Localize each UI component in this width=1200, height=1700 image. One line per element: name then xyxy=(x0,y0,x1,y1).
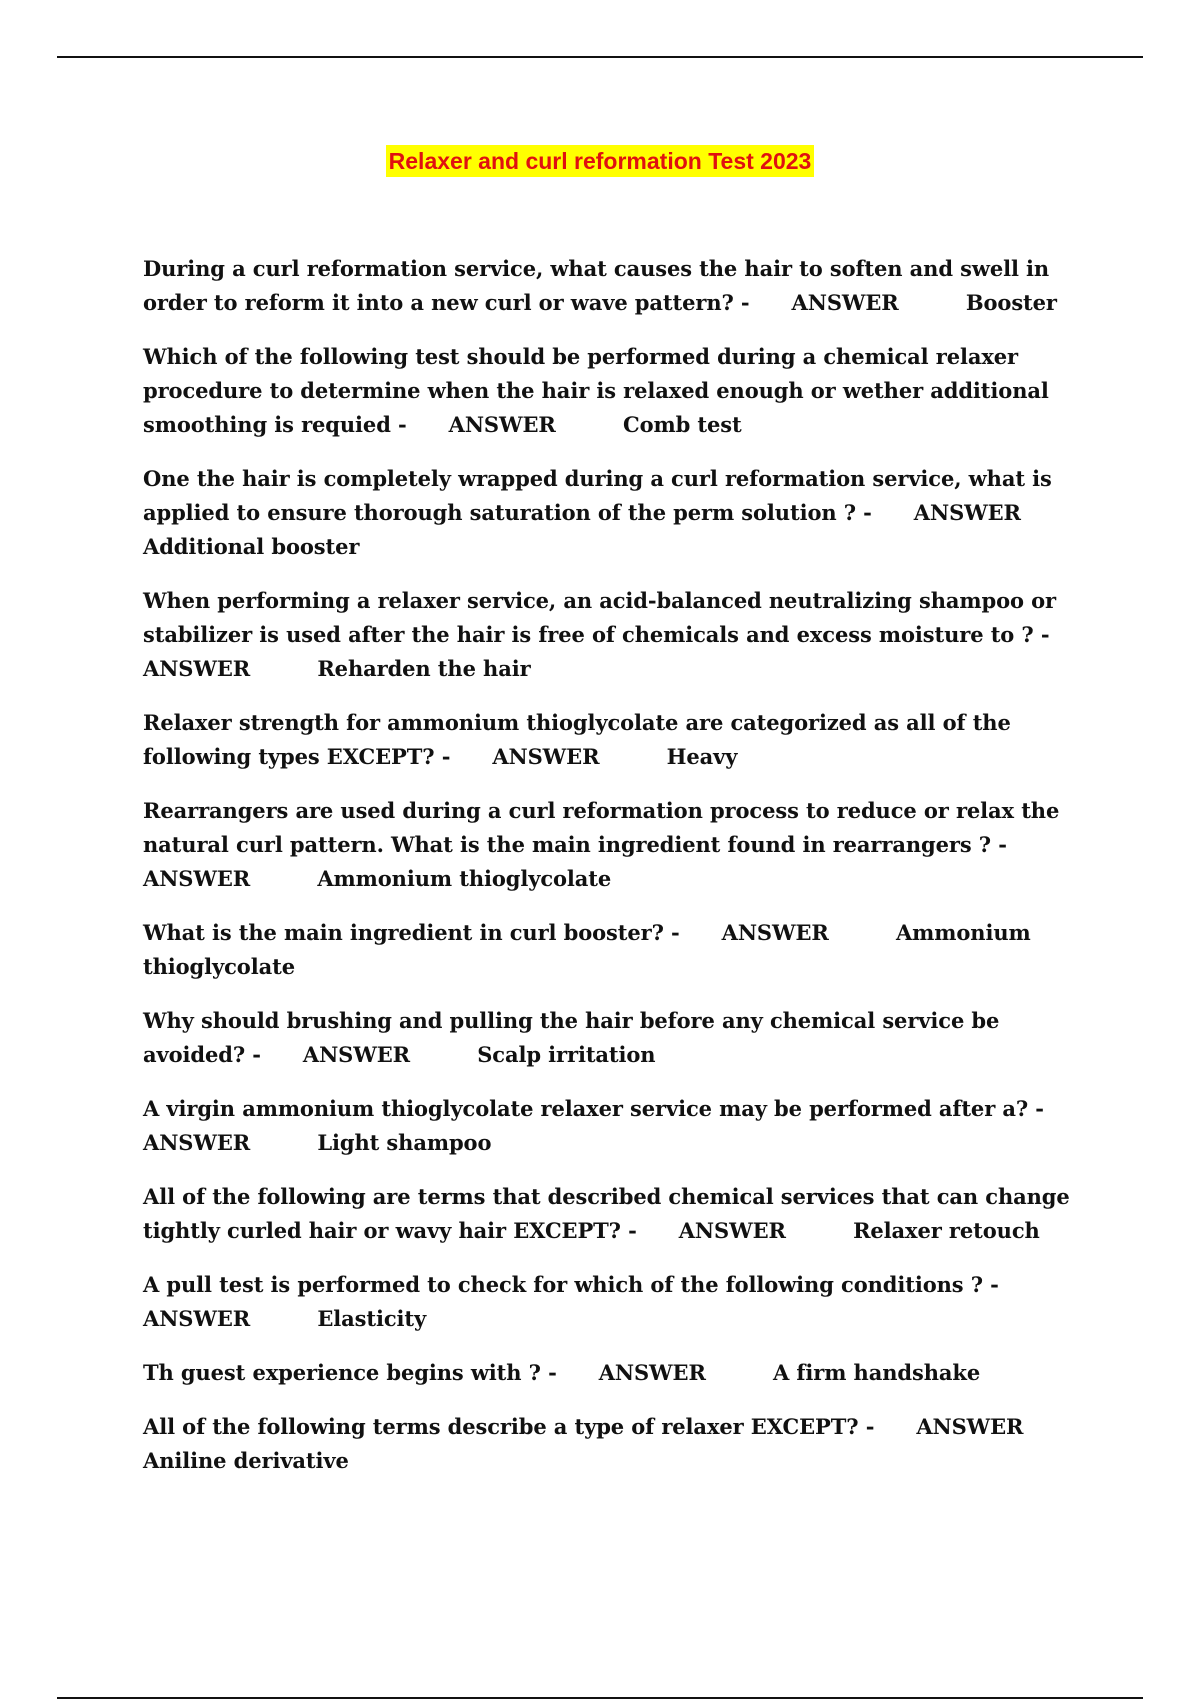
answer-text: Elasticity xyxy=(317,1306,427,1331)
answer-text: Ammonium thioglycolate xyxy=(317,866,612,891)
dash-separator: - xyxy=(998,832,1007,857)
answer-label: ANSWER xyxy=(143,656,251,681)
qa-item xyxy=(143,1410,1103,1478)
qa-item xyxy=(143,1092,1103,1160)
title-container xyxy=(0,145,1200,177)
qa-item xyxy=(143,1004,1103,1072)
qa-item xyxy=(143,584,1103,686)
dash-separator: - xyxy=(398,412,407,437)
answer-label: ANSWER xyxy=(678,1218,786,1243)
answer-text: Aniline derivative xyxy=(143,1448,349,1473)
qa-item xyxy=(143,1268,1103,1336)
question-text: During a curl reformation service, what causes the hair to soften and swell in order to reform it into a new curl or wave pattern? xyxy=(143,256,1050,315)
dash-separator: - xyxy=(671,920,680,945)
question-text: Why should brushing and pulling the hair before any chemical service be avoided? xyxy=(143,1008,1000,1067)
question-text: All of the following are terms that described chemical services that can change tightly curled hair or wavy hair EXCEPT? xyxy=(143,1184,1070,1243)
question-text: Rearrangers are used during a curl reformation process to reduce or relax the natural curl pattern. What is the main ingredient found in rearrangers ? xyxy=(143,798,1060,857)
answer-text: Light shampoo xyxy=(317,1130,492,1155)
question-list xyxy=(143,252,1103,1498)
qa-item xyxy=(143,916,1103,984)
question-text: One the hair is completely wrapped during a curl reformation service, what is applied to ensure thorough saturation of the perm solution ? xyxy=(143,466,1052,525)
answer-text: A firm handshake xyxy=(773,1360,981,1385)
dash-separator: - xyxy=(1035,1096,1044,1121)
dash-separator: - xyxy=(863,500,872,525)
question-text: Relaxer strength for ammonium thioglycolate are categorized as all of the following types EXCEPT? xyxy=(143,710,1011,769)
qa-item xyxy=(143,340,1103,442)
answer-text: Additional booster xyxy=(143,534,360,559)
answer-label: ANSWER xyxy=(721,920,829,945)
answer-label: ANSWER xyxy=(302,1042,410,1067)
qa-item xyxy=(143,252,1103,320)
answer-label: ANSWER xyxy=(448,412,556,437)
dash-separator: - xyxy=(1040,622,1050,647)
dash-separator: - xyxy=(252,1042,261,1067)
qa-item xyxy=(143,462,1103,564)
answer-label: ANSWER xyxy=(143,866,251,891)
question-text: All of the following terms describe a type of relaxer EXCEPT? xyxy=(143,1414,859,1439)
dash-separator: - xyxy=(628,1218,637,1243)
qa-item xyxy=(143,1356,1103,1390)
dash-separator: - xyxy=(740,290,750,315)
answer-text: Relaxer retouch xyxy=(853,1218,1040,1243)
question-text: A virgin ammonium thioglycolate relaxer service may be performed after a? xyxy=(143,1096,1029,1121)
question-text: What is the main ingredient in curl booster? xyxy=(143,920,664,945)
answer-label: ANSWER xyxy=(913,500,1021,525)
answer-text: Comb test xyxy=(622,412,742,437)
answer-label: ANSWER xyxy=(492,744,600,769)
dash-separator: - xyxy=(865,1414,875,1439)
answer-text: Heavy xyxy=(666,744,738,769)
qa-item xyxy=(143,794,1103,896)
qa-item xyxy=(143,1180,1103,1248)
answer-label: ANSWER xyxy=(791,290,899,315)
question-text: When performing a relaxer service, an acid-balanced neutralizing shampoo or stabilizer is used after the hair is free of chemicals and excess moisture to ? xyxy=(143,588,1056,647)
question-text: Th guest experience begins with ? xyxy=(143,1360,541,1385)
dash-separator: - xyxy=(441,744,451,769)
answer-label: ANSWER xyxy=(598,1360,706,1385)
answer-label: ANSWER xyxy=(143,1306,251,1331)
answer-text: Ammonium thioglycolate xyxy=(143,920,1031,979)
answer-label: ANSWER xyxy=(143,1130,251,1155)
answer-label: ANSWER xyxy=(916,1414,1024,1439)
dash-separator: - xyxy=(990,1272,999,1297)
dash-separator: - xyxy=(548,1360,557,1385)
qa-item xyxy=(143,706,1103,774)
question-text: A pull test is performed to check for which of the following conditions ? xyxy=(143,1272,983,1297)
footer-rule xyxy=(57,1697,1143,1699)
document-title: Relaxer and curl reformation Test 2023 xyxy=(386,145,815,177)
question-text: Which of the following test should be performed during a chemical relaxer procedure to determine when the hair is relaxed enough or wether additional smoothing is requied xyxy=(143,344,1049,437)
answer-text: Reharden the hair xyxy=(317,656,531,681)
answer-text: Booster xyxy=(965,290,1057,315)
answer-text: Scalp irritation xyxy=(477,1042,656,1067)
header-rule xyxy=(57,56,1143,58)
